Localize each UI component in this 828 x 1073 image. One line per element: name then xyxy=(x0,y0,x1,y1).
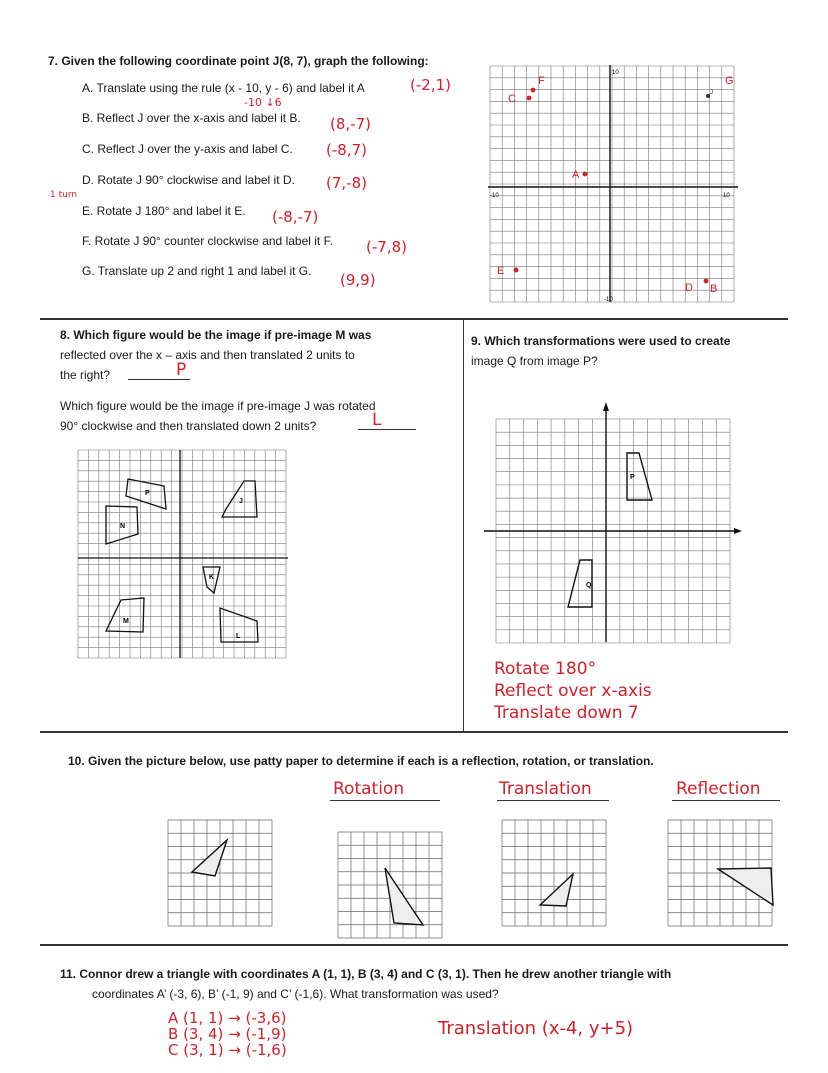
q7-turn-note: 1 turn xyxy=(50,190,78,200)
q7-item-a: A. Translate using the rule (x - 10, y - 6) and label it A xyxy=(82,81,365,95)
q11-question xyxy=(60,964,671,1004)
q7-label-d: D xyxy=(685,282,693,294)
q7-tick-yneg10: -10 xyxy=(604,297,613,303)
q11-work-orig-b: (3, 4) xyxy=(183,1025,224,1043)
q9-label-p: P xyxy=(630,474,635,481)
arrow-icon: → xyxy=(228,1025,241,1043)
q11-work-img-c: (-1,6) xyxy=(245,1041,287,1059)
q7-item-b: B. Reflect J over the x-axis and label it B. xyxy=(82,111,301,125)
q7-item-e: E. Rotate J 180° and label it E. xyxy=(82,204,246,218)
q9-x-arrow-icon xyxy=(734,528,742,534)
q7-tick-y10: 10 xyxy=(612,70,619,76)
q9-label-q: Q xyxy=(586,582,592,589)
q11-work-row-c xyxy=(168,1042,287,1058)
q7-answer-e: (-8,-7) xyxy=(272,208,319,226)
q7-answer-d: (7,-8) xyxy=(326,174,367,192)
q8-blank-2 xyxy=(358,429,416,430)
q8-text-1a: 8. Which figure would be the image if pre-image M was xyxy=(60,328,372,342)
q9-coordinate-graph xyxy=(484,397,746,652)
q10-blank-2 xyxy=(497,800,609,801)
q7-tick-neg10: -10 xyxy=(490,193,499,199)
q8-question-1 xyxy=(60,325,371,385)
q9-y-arrow-icon xyxy=(603,402,609,411)
q7-point-e xyxy=(514,268,519,273)
q10-shape-2a xyxy=(385,868,423,925)
divider-q10 xyxy=(40,944,788,946)
q7-rule-note: -10 ↓6 xyxy=(244,96,282,109)
q7-point-c xyxy=(527,96,532,101)
q11-work-img-a: (-3,6) xyxy=(245,1009,287,1027)
q11-text-b: coordinates A’ (-3, 6), B’ (-1, 9) and C’ (-1,6). What transformation was used? xyxy=(92,987,499,1001)
q8-answer-1: P xyxy=(176,360,187,380)
q7-point-b xyxy=(704,279,709,284)
q7-item-g: G. Translate up 2 and right 1 and label it G. xyxy=(82,264,312,278)
q11-answer: Translation (x-4, y+5) xyxy=(438,1018,634,1039)
q8-text-2a: Which figure would be the image if pre-image J was rotated xyxy=(60,399,376,413)
q8-label-p: P xyxy=(145,490,150,497)
q11-work-row-b xyxy=(168,1026,287,1042)
q8-label-l: L xyxy=(236,633,241,640)
q7-label-a: A xyxy=(572,169,580,181)
q7-label-e: E xyxy=(497,265,505,277)
q11-work-img-b: (-1,9) xyxy=(245,1025,287,1043)
q7-answer-f: (-7,8) xyxy=(366,238,407,256)
q10-grid-3 xyxy=(500,818,610,930)
q10-answer-3: Reflection xyxy=(676,779,761,799)
arrow-icon: → xyxy=(228,1041,241,1059)
q8-text-1b: reflected over the x – axis and then translated 2 units to xyxy=(60,348,355,362)
q10-shape-1a xyxy=(192,840,227,876)
q8-text-1c: the right? xyxy=(60,368,111,382)
q11-work xyxy=(168,1010,287,1058)
q10-shape-3a xyxy=(540,874,573,906)
q9-question xyxy=(471,331,730,371)
q11-work-orig-c: (3, 1) xyxy=(183,1041,224,1059)
q7-title: 7. Given the following coordinate point J(8, 7), graph the following: xyxy=(48,54,429,68)
q7-answer-c: (-8,7) xyxy=(326,141,367,159)
q9-answer-line-3: Translate down 7 xyxy=(494,703,639,723)
q8-label-k: K xyxy=(209,574,215,581)
q9-answer-line-2: Reflect over x-axis xyxy=(494,681,652,701)
q10-answer-1: Rotation xyxy=(333,779,405,799)
q11-work-label-a: A xyxy=(168,1009,179,1027)
divider-q9 xyxy=(40,731,788,733)
q10-blank-1 xyxy=(330,800,440,801)
q10-grid-4 xyxy=(666,818,776,930)
q10-blank-3 xyxy=(672,800,780,801)
q8-label-m: M xyxy=(123,618,129,625)
q11-text-a: 11. Connor drew a triangle with coordinates A (1, 1), B (3, 4) and C (3, 1). Then he drew another triangle with xyxy=(60,967,672,981)
q11-work-label-b: B xyxy=(168,1025,179,1043)
q9-answer-line-1: Rotate 180° xyxy=(494,659,597,679)
q7-label-j: J xyxy=(710,90,713,96)
q10-title: 10. Given the picture below, use patty paper to determine if each is a reflection, rotation, or translation. xyxy=(68,754,654,768)
q7-answer-b: (8,-7) xyxy=(330,115,371,133)
q8-question-2 xyxy=(60,396,376,436)
q7-answer-a: (-2,1) xyxy=(410,76,451,94)
divider-q7 xyxy=(40,318,788,320)
q7-answer-g: (9,9) xyxy=(340,271,376,289)
q9-text-b: image Q from image P? xyxy=(471,354,598,368)
q11-work-label-c: C xyxy=(168,1041,179,1059)
q11-work-orig-a: (1, 1) xyxy=(183,1009,224,1027)
q7-item-c: C. Reflect J over the y-axis and label C. xyxy=(82,142,293,156)
q8-text-2b: 90° clockwise and then translated down 2 units? xyxy=(60,419,317,433)
q11-work-row-a xyxy=(168,1010,287,1026)
q10-grid-2 xyxy=(336,830,446,942)
q9-answer xyxy=(494,658,652,724)
divider-q8-q9 xyxy=(463,318,464,731)
q7-label-c: C xyxy=(508,93,516,105)
q8-label-n: N xyxy=(120,523,126,530)
q7-point-f xyxy=(531,88,536,93)
q7-label-g: G xyxy=(725,75,734,87)
q7-coordinate-graph xyxy=(488,60,748,305)
q8-label-j: J xyxy=(239,498,243,505)
q8-answer-2: L xyxy=(372,410,382,430)
q10-answer-2: Translation xyxy=(499,779,592,799)
q10-grid-1 xyxy=(166,818,276,930)
q7-point-a xyxy=(583,172,588,177)
q7-label-f: F xyxy=(538,75,545,87)
q9-text-a: 9. Which transformations were used to create xyxy=(471,334,731,348)
q7-tick-10: 10 xyxy=(723,193,730,199)
q7-item-f: F. Rotate J 90° counter clockwise and label it F. xyxy=(82,234,333,248)
q8-coordinate-graph xyxy=(76,446,291,661)
arrow-icon: → xyxy=(228,1009,241,1027)
q7-label-b: B xyxy=(710,283,718,295)
q7-item-d: D. Rotate J 90° clockwise and label it D. xyxy=(82,173,295,187)
